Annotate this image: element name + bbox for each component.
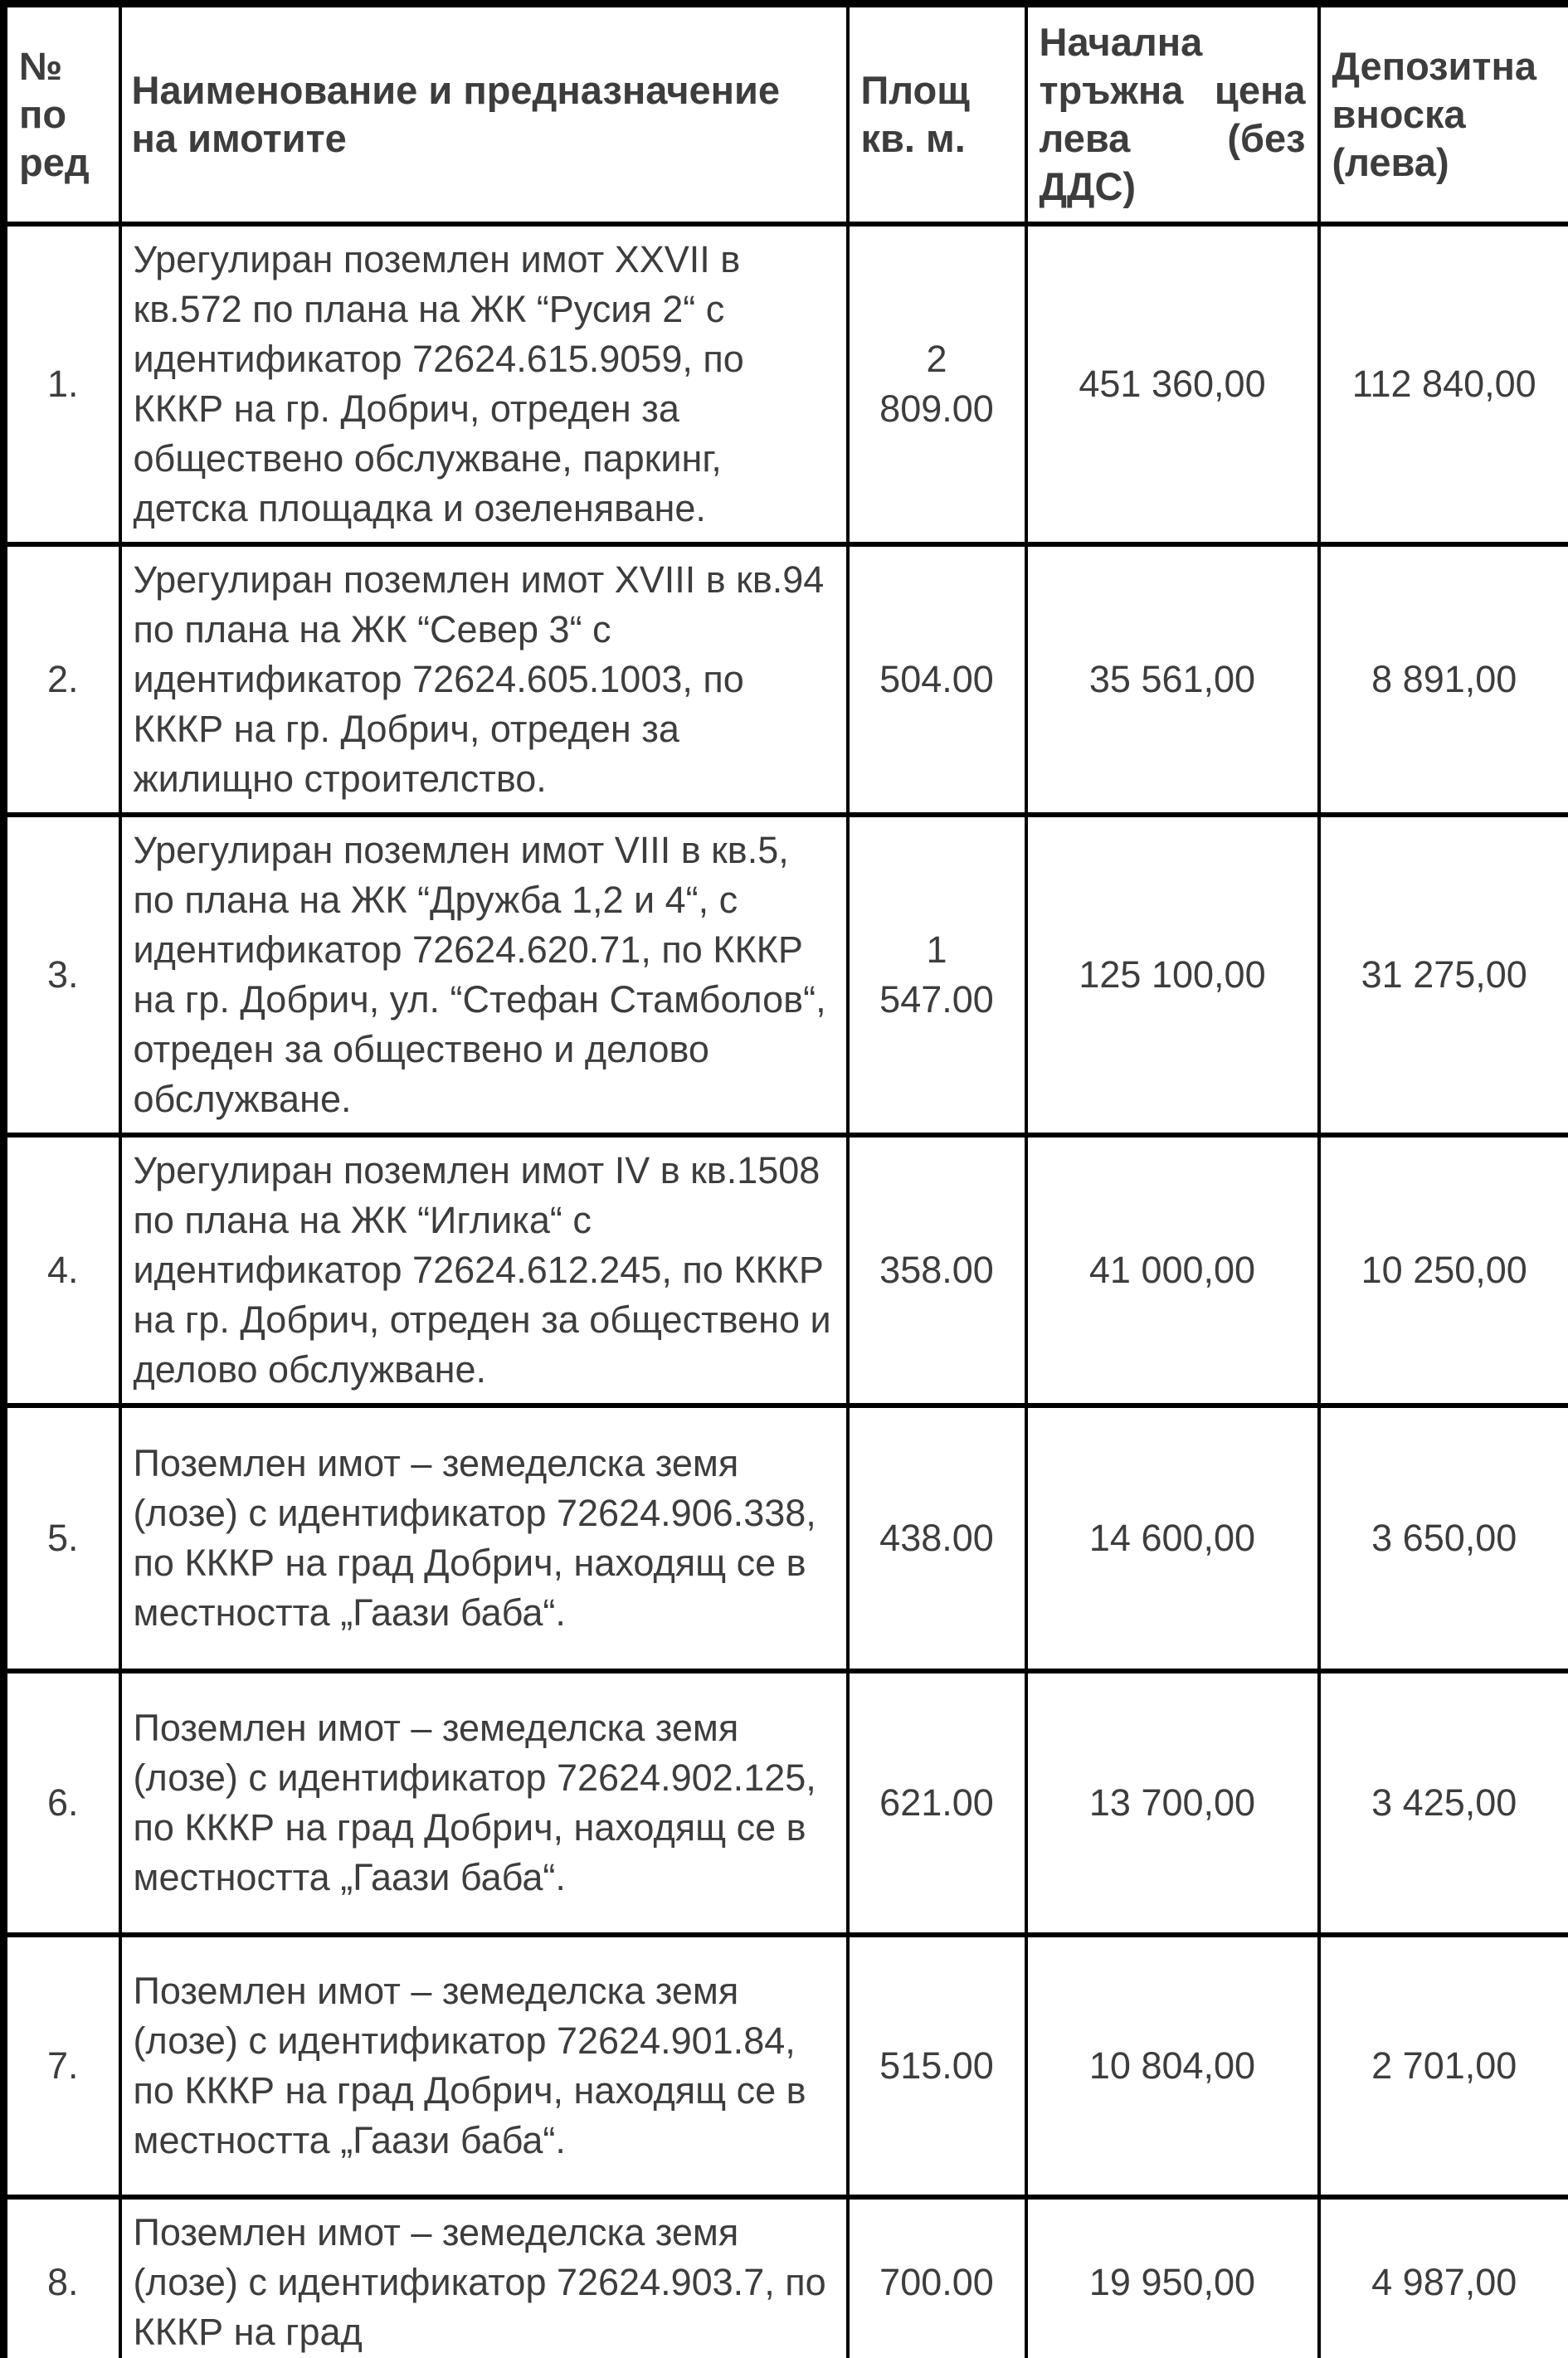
cell-row-number: 6. <box>4 1671 120 1935</box>
cell-property-description: Поземлен имот – земеделска земя (лозе) с идентификатор 72624.906.338, по КККР на град Добрич, находящ се в местността „Гаази баба“. <box>120 1406 848 1671</box>
cell-property-description: Поземлен имот – земеделска земя (лозе) с идентификатор 72624.902.125, по КККР на град Добрич, находящ се в местността „Гаази баба“. <box>120 1671 848 1935</box>
table-body <box>4 224 1568 2358</box>
cell-area: 621.00 <box>848 1671 1026 1935</box>
cell-property-description: Урегулиран поземлен имот VIII в кв.5, по плана на ЖК “Дружба 1,2 и 4“, с идентификатор 72624.620.71, по КККР на гр. Добрич, ул. “Стефан Стамболов“, отреден за обществено и делово обслужване. <box>120 815 848 1135</box>
column-header-name-purpose <box>120 4 848 224</box>
cell-deposit: 8 891,00 <box>1319 544 1568 815</box>
cell-row-number: 2. <box>4 544 120 815</box>
column-header-deposit: Депозитна вноска (лева) <box>1319 4 1568 224</box>
cell-deposit: 3 425,00 <box>1319 1671 1568 1935</box>
cell-deposit: 31 275,00 <box>1319 815 1568 1135</box>
cell-deposit: 4 987,00 <box>1319 2197 1568 2358</box>
cell-starting-price: 19 950,00 <box>1026 2197 1319 2358</box>
cell-deposit: 3 650,00 <box>1319 1406 1568 1671</box>
cell-area: 515.00 <box>848 1935 1026 2197</box>
cell-starting-price: 35 561,00 <box>1026 544 1319 815</box>
cell-starting-price: 451 360,00 <box>1026 224 1319 544</box>
column-header-name-purpose-label: Наименование и предназначение на имотите <box>131 67 781 160</box>
cell-row-number: 5. <box>4 1406 120 1671</box>
cell-starting-price: 13 700,00 <box>1026 1671 1319 1935</box>
cell-starting-price: 41 000,00 <box>1026 1135 1319 1406</box>
table-row <box>4 224 1568 544</box>
table-row <box>4 2197 1568 2358</box>
cell-row-number: 7. <box>4 1935 120 2197</box>
table-row <box>4 1935 1568 2197</box>
cell-row-number: 3. <box>4 815 120 1135</box>
cell-area: 358.00 <box>848 1135 1026 1406</box>
cell-area: 2 809.00 <box>848 224 1026 544</box>
cell-row-number: 4. <box>4 1135 120 1406</box>
table-row <box>4 1406 1568 1671</box>
table-row <box>4 815 1568 1135</box>
cell-deposit: 10 250,00 <box>1319 1135 1568 1406</box>
cell-property-description: Поземлен имот – земеделска земя (лозе) с идентификатор 72624.903.7, по КККР на град <box>120 2197 848 2358</box>
cell-property-description: Поземлен имот – земеделска земя (лозе) с идентификатор 72624.901.84, по КККР на град Добрич, находящ се в местността „Гаази баба“. <box>120 1935 848 2197</box>
table-row <box>4 1135 1568 1406</box>
cell-area: 504.00 <box>848 544 1026 815</box>
cell-area: 438.00 <box>848 1406 1026 1671</box>
cell-row-number: 8. <box>4 2197 120 2358</box>
table-row <box>4 1671 1568 1935</box>
cell-area: 700.00 <box>848 2197 1026 2358</box>
table-row <box>4 544 1568 815</box>
header-row <box>4 4 1568 224</box>
column-header-area: Площ кв. м. <box>848 4 1026 224</box>
cell-property-description: Урегулиран поземлен имот IV в кв.1508 по плана на ЖК “Иглика“ с идентификатор 72624.612.245, по КККР на гр. Добрич, отреден за обществено и делово обслужване. <box>120 1135 848 1406</box>
column-header-number: № по ред <box>4 4 120 224</box>
table-header <box>4 4 1568 224</box>
cell-starting-price: 14 600,00 <box>1026 1406 1319 1671</box>
cell-area: 1 547.00 <box>848 815 1026 1135</box>
cell-row-number: 1. <box>4 224 120 544</box>
cell-deposit: 112 840,00 <box>1319 224 1568 544</box>
column-header-starting-price: Начална тръжна цена лева (без ДДС) <box>1026 4 1319 224</box>
cell-starting-price: 125 100,00 <box>1026 815 1319 1135</box>
cell-property-description: Урегулиран поземлен имот XVIII в кв.94 по плана на ЖК “Север 3“ с идентификатор 72624.605.1003, по КККР на гр. Добрич, отреден за жилищно строителство. <box>120 544 848 815</box>
cell-starting-price: 10 804,00 <box>1026 1935 1319 2197</box>
cell-deposit: 2 701,00 <box>1319 1935 1568 2197</box>
cell-property-description: Урегулиран поземлен имот XXVII в кв.572 по плана на ЖК “Русия 2“ с идентификатор 72624.615.9059, по КККР на гр. Добрич, отреден за обществено обслужване, паркинг, детска площадка и озеленяване. <box>120 224 848 544</box>
